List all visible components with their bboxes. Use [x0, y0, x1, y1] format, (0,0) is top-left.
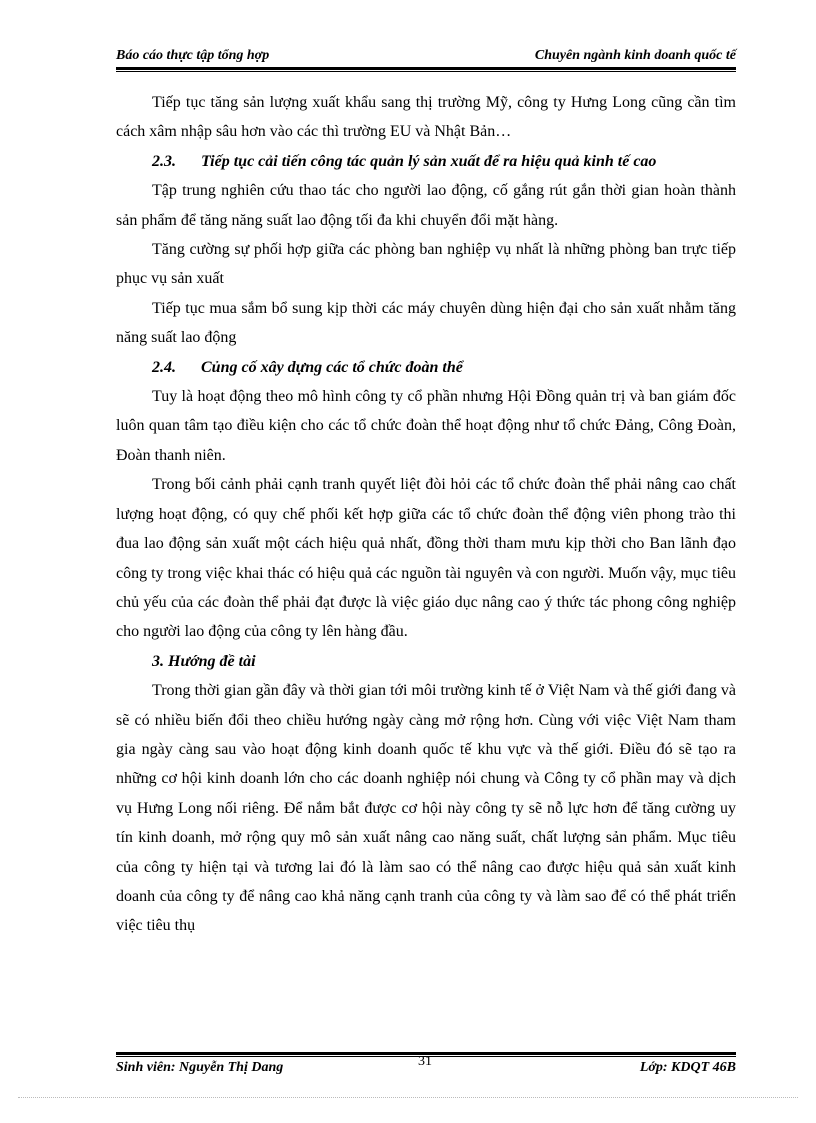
header-major: Chuyên ngành kinh doanh quốc tế [534, 48, 736, 63]
page-header [116, 46, 736, 68]
paragraph-organizations: Tuy là hoạt động theo mô hình công ty cổ phần nhưng Hội Đồng quản trị và ban giám đốc luôn quan tâm tạo điều kiện cho các tổ chức đoàn thể hoạt động như tổ chức Đảng, Công Đoàn, Đoàn thanh niên. [116, 388, 736, 464]
paragraph-competition: Trong bối cảnh phải cạnh tranh quyết liệt đòi hỏi các tổ chức đoàn thể phải nâng cao chất lượng hoạt động, có quy chế phối kết hợp giữa các tổ chức đoàn thể động viên phong trào thi đua lao động sản xuất một cách hiệu quả nhất, đồng thời tham mưu kịp thời cho Ban lãnh đạo công ty trong việc khai thác có hiệu quả các nguồn tài nguyên và con người. Muốn vậy, mục tiêu chủ yếu của các đoàn thể phải đạt được là việc giáo dục nâng cao ý thức tác phong công nghiệp cho người lao động của công ty lên hàng đầu. [116, 476, 736, 641]
header-rule-thick [116, 67, 736, 70]
section-heading-3: 3. Hướng đề tài [152, 652, 256, 670]
section-number: 2.4. [152, 358, 176, 376]
header-report-title: Báo cáo thực tập tổng hợp [116, 48, 270, 63]
page-number: 31 [418, 1054, 432, 1069]
section-number: 2.3. [152, 152, 176, 170]
page-edge-dotted-line [18, 1097, 798, 1098]
paragraph-export-us: Tiếp tục tăng sản lượng xuất khẩu sang thị trường Mỹ, công ty Hưng Long cũng cần tìm cách xâm nhập sâu hơn vào các thì trường EU và Nhật Bản… [116, 94, 736, 141]
paragraph-coordination: Tăng cường sự phối hợp giữa các phòng ban nghiệp vụ nhất là những phòng ban trực tiếp phục vụ sản xuất [116, 241, 736, 288]
header-rule-thin [116, 71, 736, 72]
footer-class: Lớp: KDQT 46B [639, 1060, 736, 1075]
document-body [116, 88, 736, 941]
footer-student-name: Sinh viên: Nguyễn Thị Dang [116, 1060, 284, 1075]
section-title: Củng cố xây dựng các tổ chức đoàn thể [201, 358, 463, 376]
paragraph-direction: Trong thời gian gần đây và thời gian tới môi trường kinh tế ở Việt Nam và thế giới đang và sẽ có nhiều biến đổi theo chiều hướng ngày càng mở rộng hơn. Cùng với việc Việt Nam tham gia ngày càng sau vào hoạt động kinh doanh quốc tế khu vực và thế giới. Điều đó sẽ tạo ra những cơ hội kinh doanh lớn cho các doanh nghiệp nói chung và Công ty cổ phần may và dịch vụ Hưng Long nối riêng. Để nắm bắt được cơ hội này công ty sẽ nỗ lực hơn để tăng cường uy tín kinh doanh, mở rộng quy mô sản xuất nâng cao năng suất, chất lượng sản phẩm. Mục tiêu của công ty hiện tại và tương lai đó là làm sao có thể nâng cao được hiệu quả sản xuất kinh doanh của công ty để nâng cao khả năng cạnh tranh của công ty và làm sao để có thể phát triển việc tiêu thụ [116, 682, 736, 935]
section-heading-2-3 [116, 147, 736, 176]
page-footer [116, 1054, 736, 1084]
paragraph-labor-research: Tập trung nghiên cứu thao tác cho người lao động, cố gắng rút gắn thời gian hoàn thành sản phẩm để tăng năng suất lao động tối đa khi chuyển đổi mặt hàng. [116, 182, 736, 229]
section-title: Tiếp tục cải tiến công tác quản lý sản xuất để ra hiệu quả kinh tế cao [201, 152, 657, 170]
paragraph-machinery: Tiếp tục mua sắm bổ sung kịp thời các máy chuyên dùng hiện đại cho sản xuất nhằm tăng năng suất lao động [116, 299, 736, 347]
section-heading-2-4 [116, 353, 736, 382]
